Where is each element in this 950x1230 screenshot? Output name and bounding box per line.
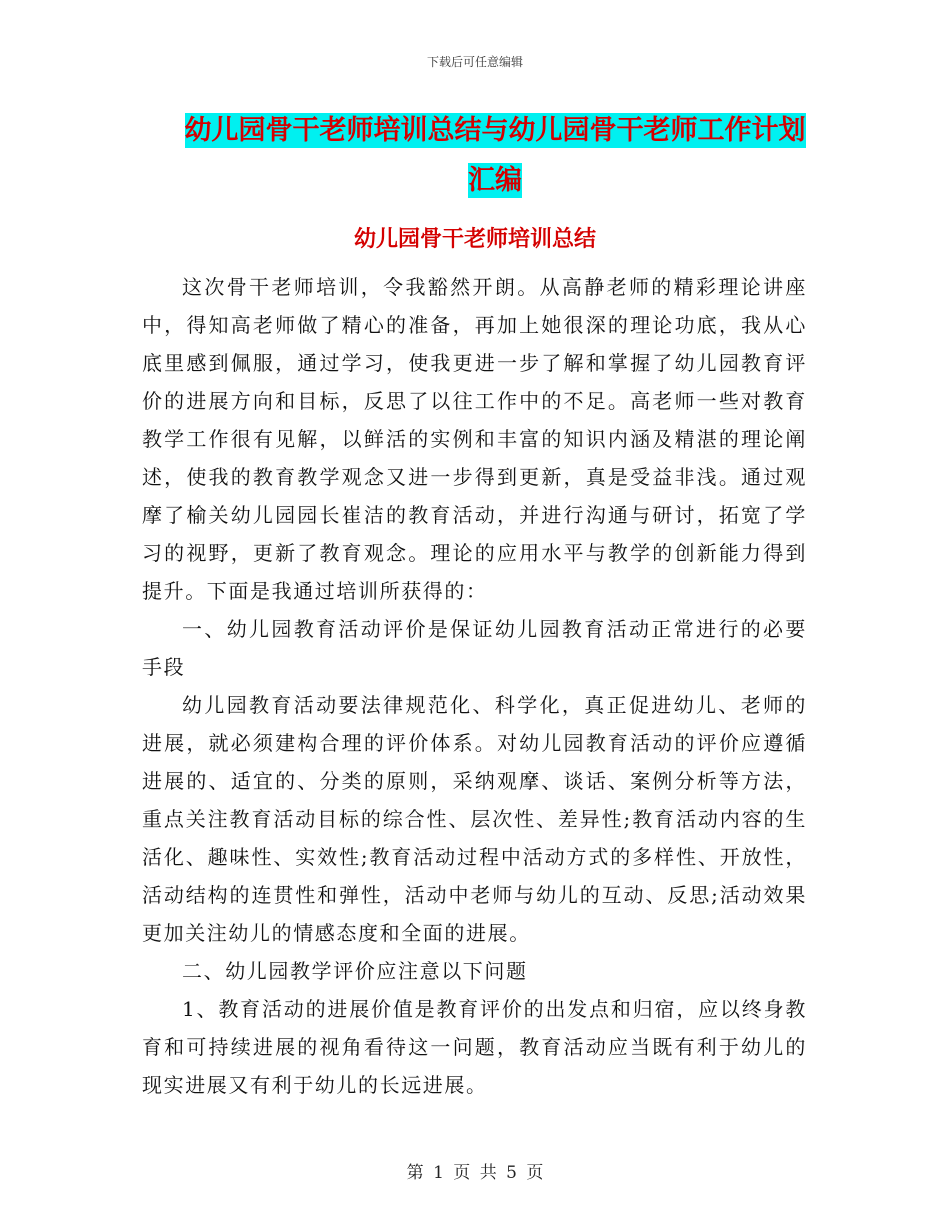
- section-title: 幼儿园骨干老师培训总结: [353, 227, 596, 252]
- page-number-footer: 第 1 页 共 5 页: [406, 1163, 544, 1183]
- paragraph-point-one: 幼儿园教育活动要法律规范化、科学化，真正促进幼儿、老师的进展，就必须建构合理的评价体系。对幼儿园教育活动的评价应遵循进展的、适宜的、分类的原则，采纳观摩、谈话、案例分析等方法，重点关注教育活动目标的综合性、层次性、差异性;教育活动内容的生活化、趣味性、实效性;教育活动过程中活动方式的多样性、开放性，活动结构的连贯性和弹性，活动中老师与幼儿的互动、反思;活动效果更加关注幼儿的情感态度和全面的进展。: [142, 693, 807, 945]
- document-title-line2: 汇编: [468, 165, 522, 196]
- document-title-line1: 幼儿园骨干老师培训总结与幼儿园骨干老师工作计划: [184, 115, 806, 146]
- document-title: [150, 106, 840, 206]
- paragraph-point-two-item-one: 1、教育活动的进展价值是教育评价的出发点和归宿，应以终身教育和可持续进展的视角看待这一问题，教育活动应当既有利于幼儿的现实进展又有利于幼儿的长远进展。: [142, 997, 807, 1097]
- header-note: 下载后可任意编辑: [426, 55, 523, 69]
- body-text: [142, 268, 807, 1104]
- paragraph-intro: 这次骨干老师培训，令我豁然开朗。从高静老师的精彩理论讲座中，得知高老师做了精心的准备，再加上她很深的理论功底，我从心底里感到佩服，通过学习，使我更进一步了解和掌握了幼儿园教育评价的进展方向和目标，反思了以往工作中的不足。高老师一些对教育教学工作很有见解，以鲜活的实例和丰富的知识内涵及精湛的理论阐述，使我的教育教学观念又进一步得到更新，真是受益非浅。通过观摩了榆关幼儿园园长崔洁的教育活动，并进行沟通与研讨，拓宽了学习的视野，更新了教育观念。理论的应用水平与教学的创新能力得到提升。下面是我通过培训所获得的：: [142, 275, 807, 603]
- heading-point-one: 一、幼儿园教育活动评价是保证幼儿园教育活动正常进行的必要手段: [142, 617, 807, 679]
- heading-point-two: 二、幼儿园教学评价应注意以下问题: [182, 959, 528, 983]
